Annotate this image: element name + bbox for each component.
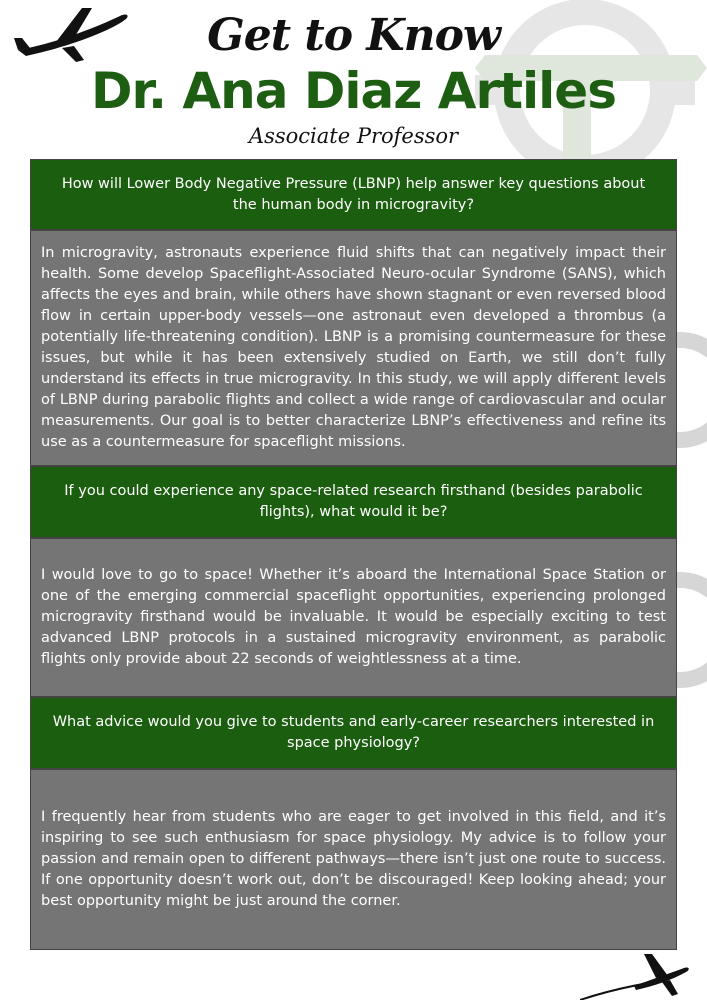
question-text: What advice would you give to students and early-career researchers interested in space physiology?	[52, 714, 655, 751]
question-text: If you could experience any space-related research firsthand (besides parabolic flights), what would it be?	[64, 483, 643, 520]
answer-text: In microgravity, astronauts experience fluid shifts that can negatively impact their health. Some develop Spaceflight-Associated Neuro-ocular Syndrome (SANS), which affects the eyes and brain, while others have shown stagnant or even reversed blood flow in certain upper-body vessels—one astronaut even developed a thrombus (a potentially life-threatening condition). LBNP is a promising countermeasure for these issues, but while it has been extensively studied on Earth, we still don’t fully understand its effects in true microgravity. In this study, we will apply different levels of LBNP during parabolic flights and collect a wide range of cardiovascular and ocular measurements. Our goal is to better characterize LBNP’s effectiveness and refine its use as a countermeasure for spaceflight missions.	[41, 245, 666, 450]
airplane-icon	[580, 950, 690, 1000]
question-text: How will Lower Body Negative Pressure (LBNP) help answer key questions about the human body in microgravity?	[61, 175, 646, 213]
question-panel	[30, 697, 677, 769]
answer-text: I would love to go to space! Whether it’s aboard the International Space Station or one of the emerging commercial spaceflight opportunities, experiencing prolonged microgravity firsthand would be invaluable. It would be especially exciting to test advanced LBNP protocols in a sustained microgravity environment, as parabolic flights only provide about 22 seconds of weightlessness at a time.	[41, 567, 666, 667]
header-kicker: Get to Know	[207, 10, 500, 61]
answer-panel	[30, 769, 677, 950]
answer-panel	[30, 230, 677, 466]
header	[0, 0, 707, 160]
answer-text: I frequently hear from students who are eager to get involved in this field, and it’s inspiring to see such enthusiasm for space physiology. My advice is to follow your passion and remain open to different pathways—there isn’t just one route to success. If one opportunity doesn’t work out, don’t be discouraged! Keep looking ahead; your best opportunity might be just around the corner.	[41, 809, 666, 909]
subtitle-role: Associate Professor	[248, 124, 459, 148]
question-panel	[30, 466, 677, 538]
question-panel	[30, 159, 677, 230]
answer-panel	[30, 538, 677, 697]
page-title: Dr. Ana Diaz Artiles	[91, 62, 616, 120]
